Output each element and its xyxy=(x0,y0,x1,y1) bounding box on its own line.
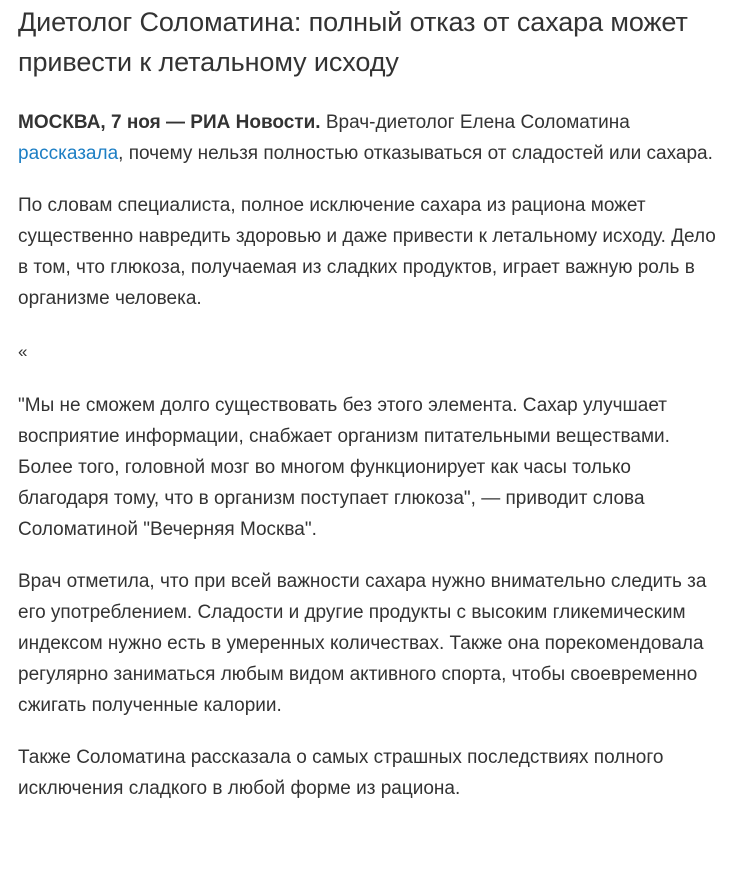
body-paragraph: По словам специалиста, полное исключение сахара из рациона может существенно навредить здоровью и даже привести к летальному исходу. Дело в том, что глюкоза, получаемая из сладких продуктов, играет важную роль в организме человека. xyxy=(18,195,716,309)
body-paragraph: Также Соломатина рассказала о самых страшных последствиях полного исключения сладкого в любой форме из рациона. xyxy=(18,747,664,799)
lead-text-before-link: Врач-диетолог Елена Соломатина xyxy=(320,112,630,133)
quote-mark-icon: « xyxy=(18,342,28,361)
body-paragraph: Врач отметила, что при всей важности сахара нужно внимательно следить за его употреблением. Сладости и другие продукты с высоким гликемическим индексом нужно есть в умеренных количествах. Также она порекомендовала регулярно заниматься любым видом активного спорта, чтобы своевременно сжигать полученные калории. xyxy=(18,571,707,716)
dateline: МОСКВА, 7 ноя — РИА Новости. xyxy=(18,112,321,133)
lead-text-after-link: , почему нельзя полностью отказываться от сладостей или сахара. xyxy=(118,143,713,164)
lead-paragraph xyxy=(18,107,720,169)
article-headline: Диетолог Соломатина: полный отказ от сахара может привести к летальному исходу xyxy=(18,7,688,77)
source-link[interactable]: рассказала xyxy=(18,143,119,164)
quote-paragraph: "Мы не сможем долго существовать без этого элемента. Сахар улучшает восприятие информации, снабжает организм питательными веществами. Более того, головной мозг во многом функционирует как часы только благодаря тому, что в организм поступает глюкоза", — приводит слова Соломатиной "Вечерняя Москва". xyxy=(18,395,670,540)
